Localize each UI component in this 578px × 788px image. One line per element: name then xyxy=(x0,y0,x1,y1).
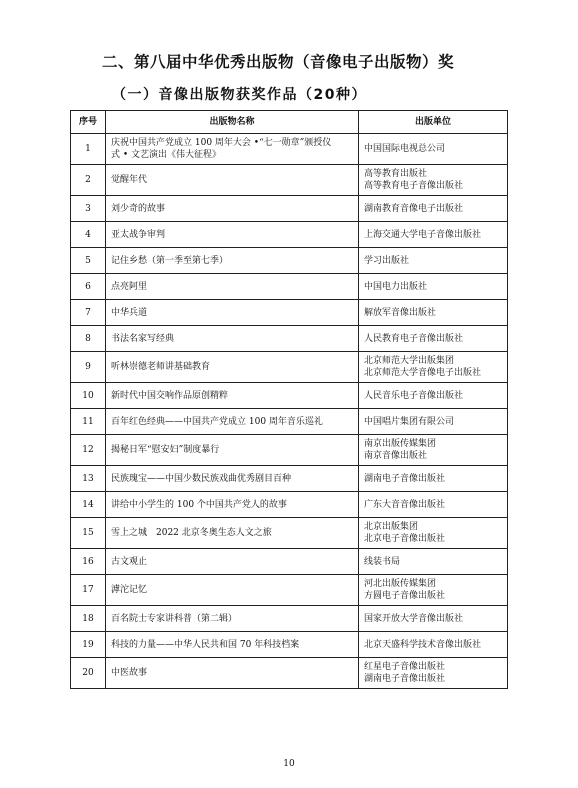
publication-title-cell xyxy=(106,549,359,575)
publisher-line: 北京天盛科学技术音像出版社 xyxy=(364,639,482,650)
table-row xyxy=(71,409,508,435)
publisher-cell xyxy=(359,518,508,549)
publisher-line: 湖南教育音像电子出版社 xyxy=(364,203,464,214)
publication-title-cell xyxy=(106,300,359,326)
publication-title-cell xyxy=(106,518,359,549)
publication-title-cell xyxy=(106,248,359,274)
publisher-line: 南京音像出版社 xyxy=(364,451,428,461)
publication-title-cell xyxy=(106,632,359,658)
row-number-cell: 11 xyxy=(71,409,106,435)
table-row xyxy=(71,658,508,689)
publisher-line: 北京出版集团 xyxy=(364,522,419,532)
table-row xyxy=(71,352,508,383)
publication-title-line: 觉醒年代 xyxy=(111,175,148,185)
publication-title-cell xyxy=(106,606,359,632)
row-number-cell: 3 xyxy=(71,196,106,222)
publisher-line: 线装书局 xyxy=(364,556,401,567)
publisher-line: 方圆电子音像出版社 xyxy=(364,591,446,601)
row-number-cell: 7 xyxy=(71,300,106,326)
publication-title-line: 民族瑰宝——中国少数民族戏曲优秀剧目百种 xyxy=(111,473,292,484)
page-number: 10 xyxy=(283,759,295,769)
publication-title-line: 新时代中国交响作品原创精粹 xyxy=(111,390,229,401)
table-row xyxy=(71,274,508,300)
row-number-cell: 20 xyxy=(71,658,106,689)
row-number-cell: 10 xyxy=(71,383,106,409)
publisher-cell xyxy=(359,134,508,165)
table-row xyxy=(71,606,508,632)
row-number-cell: 4 xyxy=(71,222,106,248)
publisher-line: 红星电子音像出版社 xyxy=(364,662,446,672)
publication-title-line: 滹沱记忆 xyxy=(111,585,148,595)
publication-title-cell xyxy=(106,274,359,300)
publication-title-cell xyxy=(106,222,359,248)
publication-title-cell xyxy=(106,492,359,518)
publisher-line: 国家开放大学音像出版社 xyxy=(364,613,464,624)
publication-title-line: 亚太战争审判 xyxy=(111,229,166,240)
row-number-cell: 5 xyxy=(71,248,106,274)
publisher-line: 湖南电子音像出版社 xyxy=(364,674,446,684)
publication-title-line: 中医故事 xyxy=(111,668,148,678)
publisher-line: 上海交通大学电子音像出版社 xyxy=(364,229,482,240)
publication-title-line: 式 • 文艺演出《伟大征程》 xyxy=(111,150,222,160)
publication-title-cell xyxy=(106,658,359,689)
column-header-title: 出版物名称 xyxy=(106,111,359,134)
publication-title-line: 书法名家写经典 xyxy=(111,333,175,344)
row-number-cell: 19 xyxy=(71,632,106,658)
publisher-cell xyxy=(359,575,508,606)
publisher-cell xyxy=(359,466,508,492)
table-row xyxy=(71,222,508,248)
publication-title-cell xyxy=(106,326,359,352)
publisher-line: 南京出版传媒集团 xyxy=(364,439,437,449)
publication-title-line: 古文观止 xyxy=(111,556,148,567)
row-number-cell: 9 xyxy=(71,352,106,383)
publisher-line: 解放军音像出版社 xyxy=(364,307,437,318)
publisher-line: 高等教育电子音像出版社 xyxy=(364,181,464,191)
publication-title-cell xyxy=(106,383,359,409)
publisher-line: 中国唱片集团有限公司 xyxy=(364,416,455,427)
publication-title-cell xyxy=(106,575,359,606)
column-header-number: 序号 xyxy=(71,111,106,134)
publisher-cell xyxy=(359,352,508,383)
publication-title-line: 中华兵道 xyxy=(111,307,148,318)
publisher-cell xyxy=(359,326,508,352)
publisher-cell xyxy=(359,165,508,196)
publisher-line: 中国电力出版社 xyxy=(364,281,428,292)
table-row xyxy=(71,518,508,549)
publication-title-cell xyxy=(106,134,359,165)
row-number-cell: 14 xyxy=(71,492,106,518)
publication-title-cell xyxy=(106,466,359,492)
publisher-cell xyxy=(359,606,508,632)
publisher-line: 人民音乐电子音像出版社 xyxy=(364,390,464,401)
publisher-line: 河北出版传媒集团 xyxy=(364,579,437,589)
publisher-cell xyxy=(359,300,508,326)
publisher-cell xyxy=(359,658,508,689)
publication-title-cell xyxy=(106,352,359,383)
row-number-cell: 8 xyxy=(71,326,106,352)
publication-title-cell xyxy=(106,196,359,222)
publisher-line: 学习出版社 xyxy=(364,255,410,266)
table-row xyxy=(71,549,508,575)
publisher-cell xyxy=(359,222,508,248)
row-number-cell: 16 xyxy=(71,549,106,575)
publication-title-line: 刘少奇的故事 xyxy=(111,203,166,214)
publication-title-line: 揭秘日军“慰安妇”制度暴行 xyxy=(111,445,220,455)
publisher-cell xyxy=(359,248,508,274)
table-row xyxy=(71,466,508,492)
publication-title-line: 雪上之城 2022 北京冬奥生态人文之旅 xyxy=(111,528,272,538)
publication-title-cell xyxy=(106,165,359,196)
publication-title-line: 庆祝中国共产党成立 100 周年大会 •“七一勋章”颁授仪 xyxy=(111,138,332,148)
table-row xyxy=(71,300,508,326)
publisher-line: 广东大音音像出版社 xyxy=(364,499,446,510)
publisher-line: 北京电子音像出版社 xyxy=(364,534,446,544)
table-row xyxy=(71,632,508,658)
publisher-line: 中国国际电视总公司 xyxy=(364,144,446,154)
column-header-publisher: 出版单位 xyxy=(359,111,508,134)
publication-title-line: 讲给中小学生的 100 个中国共产党人的故事 xyxy=(111,499,287,510)
publisher-cell xyxy=(359,409,508,435)
row-number-cell: 17 xyxy=(71,575,106,606)
table-row xyxy=(71,248,508,274)
table-row xyxy=(71,326,508,352)
publisher-cell xyxy=(359,196,508,222)
table-row xyxy=(71,492,508,518)
table-body xyxy=(71,134,508,689)
publisher-cell xyxy=(359,549,508,575)
row-number-cell: 15 xyxy=(71,518,106,549)
publisher-cell xyxy=(359,435,508,466)
publication-title-line: 百年红色经典——中国共产党成立 100 周年音乐巡礼 xyxy=(111,416,323,427)
publisher-cell xyxy=(359,632,508,658)
publication-title-line: 记住乡愁（第一季至第七季） xyxy=(111,255,229,266)
publication-title-cell xyxy=(106,435,359,466)
table-row xyxy=(71,575,508,606)
row-number-cell: 13 xyxy=(71,466,106,492)
row-number-cell: 2 xyxy=(71,165,106,196)
awards-table xyxy=(70,110,508,689)
publisher-cell xyxy=(359,274,508,300)
publisher-line: 高等教育出版社 xyxy=(364,169,428,179)
publication-title-line: 科技的力量——中华人民共和国 70 年科技档案 xyxy=(111,639,300,650)
row-number-cell: 18 xyxy=(71,606,106,632)
publisher-cell xyxy=(359,492,508,518)
table-row xyxy=(71,435,508,466)
row-number-cell: 12 xyxy=(71,435,106,466)
publication-title-cell xyxy=(106,409,359,435)
publication-title-line: 百名院士专家讲科普（第二辑） xyxy=(111,613,238,624)
document-title: 二、第八届中华优秀出版物（音像电子出版物）奖 xyxy=(102,53,455,71)
table-row xyxy=(71,383,508,409)
section-subtitle: （一）音像出版物获奖作品（20种） xyxy=(112,87,367,103)
table-row xyxy=(71,165,508,196)
row-number-cell: 1 xyxy=(71,134,106,165)
table-row xyxy=(71,134,508,165)
publisher-line: 人民教育电子音像出版社 xyxy=(364,333,464,344)
table-header-row xyxy=(71,111,508,134)
row-number-cell: 6 xyxy=(71,274,106,300)
publisher-line: 北京师范大学出版集团 xyxy=(364,356,455,366)
publication-title-line: 点亮阿里 xyxy=(111,281,148,292)
publication-title-line: 听林崇德老师讲基础教育 xyxy=(111,362,211,372)
publisher-line: 北京师范大学音像电子出版社 xyxy=(364,368,482,378)
publisher-cell xyxy=(359,383,508,409)
table-row xyxy=(71,196,508,222)
publisher-line: 湖南电子音像出版社 xyxy=(364,473,446,484)
